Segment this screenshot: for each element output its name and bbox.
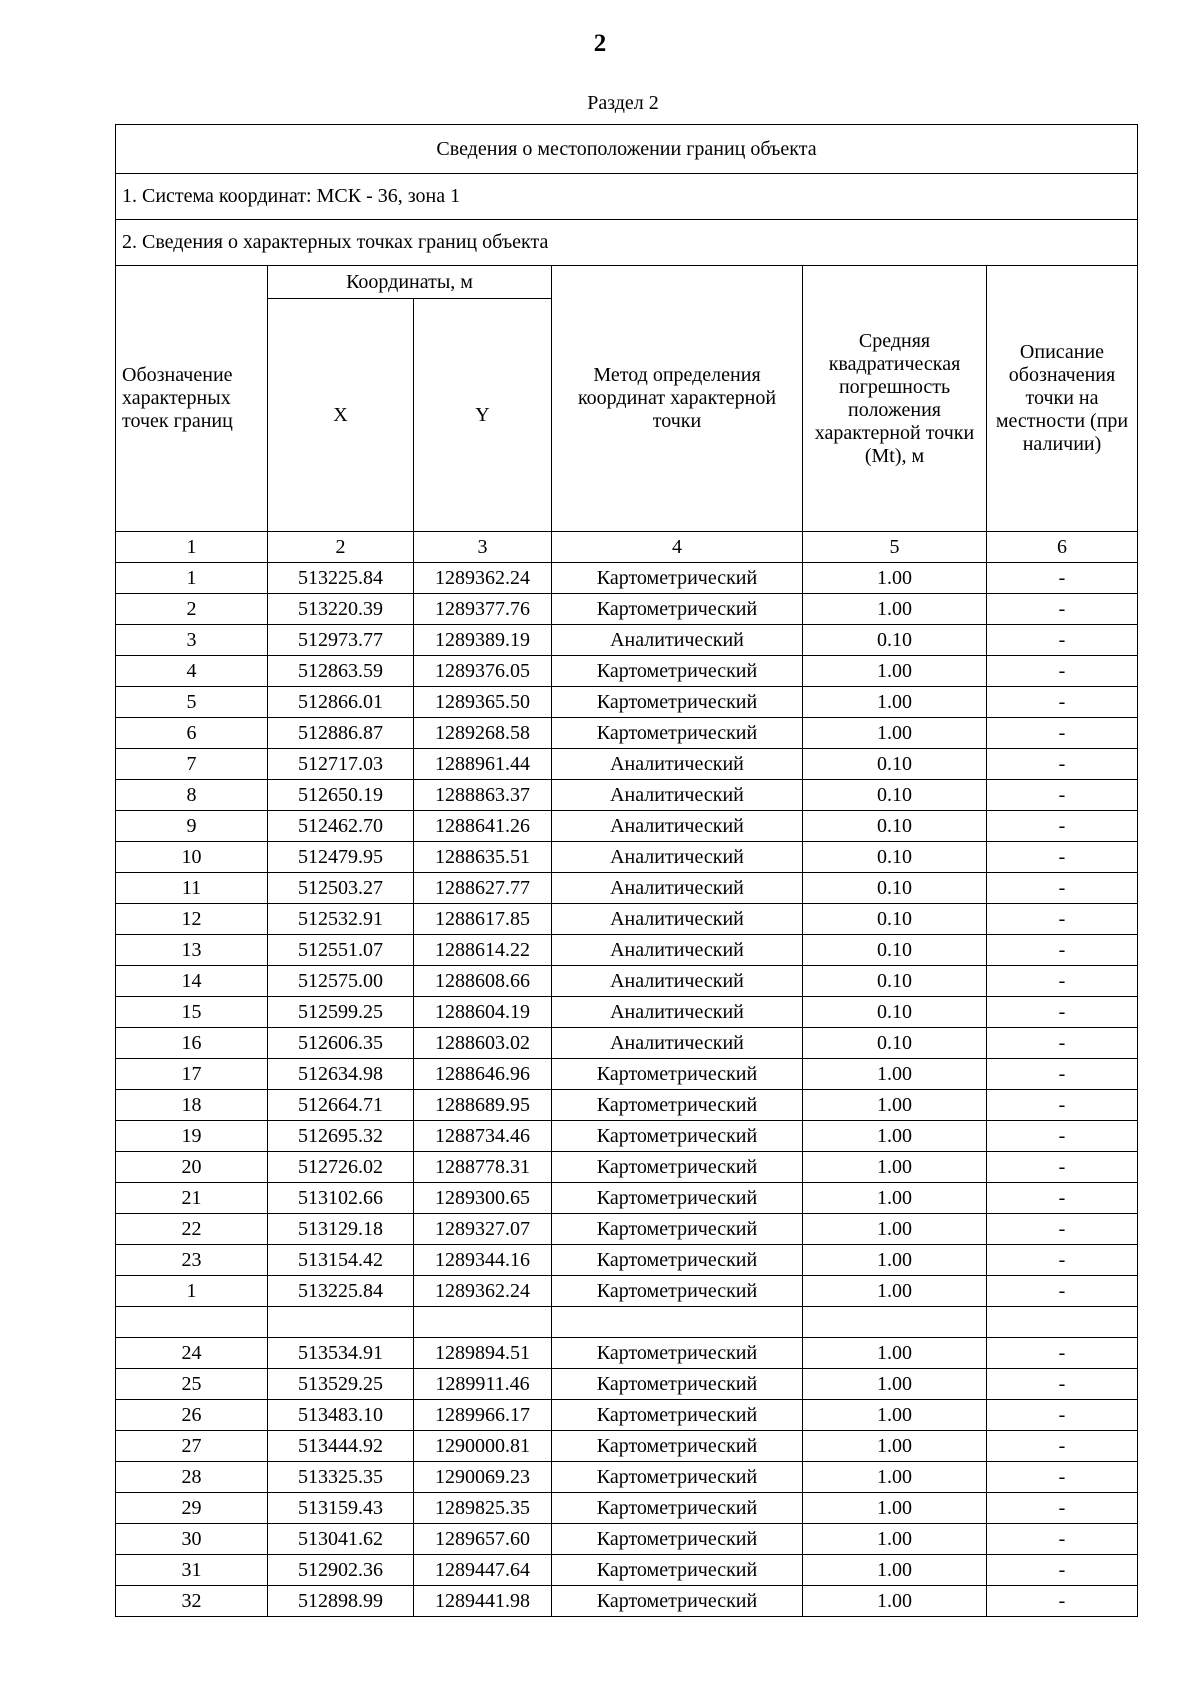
point-id-cell: 6 <box>116 718 268 749</box>
empty-cell <box>987 1307 1138 1338</box>
table-row <box>116 1400 1138 1431</box>
mean-error-cell: 1.00 <box>803 1493 987 1524</box>
header-point-designation: Обозначение характерных точек границ <box>116 266 268 532</box>
table-row <box>116 1028 1138 1059</box>
empty-cell <box>803 1307 987 1338</box>
table-row <box>116 1152 1138 1183</box>
x-coordinate-cell: 512634.98 <box>268 1059 414 1090</box>
mean-error-cell: 1.00 <box>803 656 987 687</box>
mean-error-cell: 1.00 <box>803 1059 987 1090</box>
table-row <box>116 1183 1138 1214</box>
y-coordinate-cell: 1289389.19 <box>414 625 552 656</box>
x-coordinate-cell: 512863.59 <box>268 656 414 687</box>
x-coordinate-cell: 513225.84 <box>268 563 414 594</box>
method-cell: Картометрический <box>552 1586 803 1617</box>
table-row <box>116 1524 1138 1555</box>
mean-error-cell: 1.00 <box>803 1586 987 1617</box>
point-id-cell: 16 <box>116 1028 268 1059</box>
contour-separator-row <box>116 1307 1138 1338</box>
table-row <box>116 1493 1138 1524</box>
method-cell: Аналитический <box>552 749 803 780</box>
mean-error-cell: 0.10 <box>803 749 987 780</box>
description-cell: - <box>987 1524 1138 1555</box>
table-row <box>116 687 1138 718</box>
method-cell: Картометрический <box>552 563 803 594</box>
point-id-cell: 25 <box>116 1369 268 1400</box>
method-cell: Картометрический <box>552 1400 803 1431</box>
table-row <box>116 1555 1138 1586</box>
mean-error-cell: 1.00 <box>803 1369 987 1400</box>
method-cell: Аналитический <box>552 966 803 997</box>
point-id-cell: 22 <box>116 1214 268 1245</box>
y-coordinate-cell: 1289327.07 <box>414 1214 552 1245</box>
x-coordinate-cell: 513129.18 <box>268 1214 414 1245</box>
description-cell: - <box>987 1152 1138 1183</box>
table-row <box>116 625 1138 656</box>
x-coordinate-cell: 512902.36 <box>268 1555 414 1586</box>
y-coordinate-cell: 1289966.17 <box>414 1400 552 1431</box>
header-coordinates: Координаты, м <box>268 266 552 299</box>
mean-error-cell: 1.00 <box>803 563 987 594</box>
mean-error-cell: 1.00 <box>803 687 987 718</box>
y-coordinate-cell: 1289362.24 <box>414 563 552 594</box>
y-coordinate-cell: 1289825.35 <box>414 1493 552 1524</box>
y-coordinate-cell: 1289911.46 <box>414 1369 552 1400</box>
point-id-cell: 1 <box>116 563 268 594</box>
x-coordinate-cell: 512551.07 <box>268 935 414 966</box>
mean-error-cell: 1.00 <box>803 1431 987 1462</box>
description-cell: - <box>987 1214 1138 1245</box>
x-coordinate-cell: 513325.35 <box>268 1462 414 1493</box>
table-row <box>116 1214 1138 1245</box>
method-cell: Картометрический <box>552 1431 803 1462</box>
point-id-cell: 28 <box>116 1462 268 1493</box>
description-cell: - <box>987 1028 1138 1059</box>
y-coordinate-cell: 1288603.02 <box>414 1028 552 1059</box>
y-coordinate-cell: 1288961.44 <box>414 749 552 780</box>
x-coordinate-cell: 513154.42 <box>268 1245 414 1276</box>
table-row <box>116 594 1138 625</box>
y-coordinate-cell: 1288608.66 <box>414 966 552 997</box>
table-row <box>116 718 1138 749</box>
method-cell: Аналитический <box>552 780 803 811</box>
y-coordinate-cell: 1288734.46 <box>414 1121 552 1152</box>
method-cell: Картометрический <box>552 1245 803 1276</box>
x-coordinate-cell: 513225.84 <box>268 1276 414 1307</box>
method-cell: Картометрический <box>552 687 803 718</box>
x-coordinate-cell: 513159.43 <box>268 1493 414 1524</box>
method-cell: Аналитический <box>552 935 803 966</box>
table-row <box>116 1586 1138 1617</box>
point-id-cell: 8 <box>116 780 268 811</box>
y-coordinate-cell: 1288617.85 <box>414 904 552 935</box>
table-row <box>116 904 1138 935</box>
empty-cell <box>414 1307 552 1338</box>
page-number: 2 <box>593 30 607 57</box>
description-cell: - <box>987 718 1138 749</box>
point-id-cell: 13 <box>116 935 268 966</box>
table-row <box>116 1245 1138 1276</box>
table-row <box>116 656 1138 687</box>
y-coordinate-cell: 1289365.50 <box>414 687 552 718</box>
point-id-cell: 7 <box>116 749 268 780</box>
description-cell: - <box>987 1338 1138 1369</box>
y-coordinate-cell: 1289441.98 <box>414 1586 552 1617</box>
y-coordinate-cell: 1288627.77 <box>414 873 552 904</box>
mean-error-cell: 1.00 <box>803 1276 987 1307</box>
description-cell: - <box>987 594 1138 625</box>
x-coordinate-cell: 512532.91 <box>268 904 414 935</box>
x-coordinate-cell: 513529.25 <box>268 1369 414 1400</box>
mean-error-cell: 1.00 <box>803 1090 987 1121</box>
points-caption: 2. Сведения о характерных точках границ объекта <box>116 220 1138 266</box>
table-row <box>116 842 1138 873</box>
description-cell: - <box>987 997 1138 1028</box>
column-number: 6 <box>987 532 1138 563</box>
point-id-cell: 18 <box>116 1090 268 1121</box>
table-row <box>116 563 1138 594</box>
point-id-cell: 3 <box>116 625 268 656</box>
table-row <box>116 1121 1138 1152</box>
mean-error-cell: 1.00 <box>803 1555 987 1586</box>
method-cell: Картометрический <box>552 1524 803 1555</box>
mean-error-cell: 1.00 <box>803 1462 987 1493</box>
mean-error-cell: 0.10 <box>803 780 987 811</box>
y-coordinate-cell: 1289344.16 <box>414 1245 552 1276</box>
point-id-cell: 10 <box>116 842 268 873</box>
mean-error-cell: 1.00 <box>803 1245 987 1276</box>
method-cell: Картометрический <box>552 1090 803 1121</box>
method-cell: Аналитический <box>552 811 803 842</box>
x-coordinate-cell: 513444.92 <box>268 1431 414 1462</box>
column-number: 1 <box>116 532 268 563</box>
description-cell: - <box>987 873 1138 904</box>
column-number: 5 <box>803 532 987 563</box>
description-cell: - <box>987 842 1138 873</box>
column-number: 2 <box>268 532 414 563</box>
header-description: Описание обозначения точки на местности (при наличии) <box>987 266 1138 532</box>
table-row <box>116 935 1138 966</box>
description-cell: - <box>987 1183 1138 1214</box>
description-cell: - <box>987 749 1138 780</box>
y-coordinate-cell: 1289300.65 <box>414 1183 552 1214</box>
empty-cell <box>268 1307 414 1338</box>
point-id-cell: 26 <box>116 1400 268 1431</box>
mean-error-cell: 1.00 <box>803 594 987 625</box>
point-id-cell: 23 <box>116 1245 268 1276</box>
method-cell: Аналитический <box>552 1028 803 1059</box>
mean-error-cell: 1.00 <box>803 1121 987 1152</box>
description-cell: - <box>987 1462 1138 1493</box>
x-coordinate-cell: 512575.00 <box>268 966 414 997</box>
x-coordinate-cell: 513483.10 <box>268 1400 414 1431</box>
x-coordinate-cell: 512898.99 <box>268 1586 414 1617</box>
point-id-cell: 1 <box>116 1276 268 1307</box>
mean-error-cell: 0.10 <box>803 811 987 842</box>
point-id-cell: 24 <box>116 1338 268 1369</box>
mean-error-cell: 1.00 <box>803 1338 987 1369</box>
description-cell: - <box>987 1276 1138 1307</box>
empty-cell <box>552 1307 803 1338</box>
x-coordinate-cell: 512886.87 <box>268 718 414 749</box>
table-row <box>116 1059 1138 1090</box>
table-row <box>116 1276 1138 1307</box>
x-coordinate-cell: 512503.27 <box>268 873 414 904</box>
method-cell: Картометрический <box>552 1183 803 1214</box>
mean-error-cell: 0.10 <box>803 873 987 904</box>
y-coordinate-cell: 1288641.26 <box>414 811 552 842</box>
table-row <box>116 1369 1138 1400</box>
point-id-cell: 12 <box>116 904 268 935</box>
method-cell: Аналитический <box>552 997 803 1028</box>
description-cell: - <box>987 1369 1138 1400</box>
x-coordinate-cell: 512606.35 <box>268 1028 414 1059</box>
header-method: Метод определения координат характерной точки <box>552 266 803 532</box>
table-row <box>116 873 1138 904</box>
method-cell: Картометрический <box>552 1493 803 1524</box>
point-id-cell: 4 <box>116 656 268 687</box>
mean-error-cell: 1.00 <box>803 1152 987 1183</box>
point-id-cell: 30 <box>116 1524 268 1555</box>
description-cell: - <box>987 656 1138 687</box>
description-cell: - <box>987 1400 1138 1431</box>
method-cell: Аналитический <box>552 873 803 904</box>
y-coordinate-cell: 1288778.31 <box>414 1152 552 1183</box>
point-id-cell: 32 <box>116 1586 268 1617</box>
y-coordinate-cell: 1288646.96 <box>414 1059 552 1090</box>
header-mean-error: Средняя квадратическая погрешность положения характерной точки (Mt), м <box>803 266 987 532</box>
point-id-cell: 17 <box>116 1059 268 1090</box>
table-row <box>116 1338 1138 1369</box>
description-cell: - <box>987 563 1138 594</box>
point-id-cell: 29 <box>116 1493 268 1524</box>
description-cell: - <box>987 625 1138 656</box>
point-id-cell: 19 <box>116 1121 268 1152</box>
column-number: 4 <box>552 532 803 563</box>
y-coordinate-cell: 1288604.19 <box>414 997 552 1028</box>
table-row <box>116 1431 1138 1462</box>
x-coordinate-cell: 512717.03 <box>268 749 414 780</box>
table-row <box>116 749 1138 780</box>
method-cell: Аналитический <box>552 904 803 935</box>
x-coordinate-cell: 512695.32 <box>268 1121 414 1152</box>
method-cell: Аналитический <box>552 625 803 656</box>
method-cell: Картометрический <box>552 1555 803 1586</box>
mean-error-cell: 0.10 <box>803 1028 987 1059</box>
y-coordinate-cell: 1290069.23 <box>414 1462 552 1493</box>
mean-error-cell: 0.10 <box>803 842 987 873</box>
description-cell: - <box>987 1090 1138 1121</box>
mean-error-cell: 0.10 <box>803 997 987 1028</box>
point-id-cell: 27 <box>116 1431 268 1462</box>
y-coordinate-cell: 1289362.24 <box>414 1276 552 1307</box>
y-coordinate-cell: 1288863.37 <box>414 780 552 811</box>
y-coordinate-cell: 1289894.51 <box>414 1338 552 1369</box>
point-id-cell: 14 <box>116 966 268 997</box>
point-id-cell: 20 <box>116 1152 268 1183</box>
table-row <box>116 811 1138 842</box>
section-label: Раздел 2 <box>587 92 659 114</box>
mean-error-cell: 0.10 <box>803 966 987 997</box>
mean-error-cell: 0.10 <box>803 625 987 656</box>
mean-error-cell: 1.00 <box>803 718 987 749</box>
x-coordinate-cell: 512462.70 <box>268 811 414 842</box>
x-coordinate-cell: 512726.02 <box>268 1152 414 1183</box>
description-cell: - <box>987 904 1138 935</box>
empty-cell <box>116 1307 268 1338</box>
method-cell: Картометрический <box>552 594 803 625</box>
x-coordinate-cell: 512650.19 <box>268 780 414 811</box>
description-cell: - <box>987 935 1138 966</box>
table-row <box>116 780 1138 811</box>
boundary-points-table <box>115 124 1138 1617</box>
x-coordinate-cell: 512479.95 <box>268 842 414 873</box>
method-cell: Картометрический <box>552 1059 803 1090</box>
method-cell: Картометрический <box>552 1121 803 1152</box>
table-row <box>116 1090 1138 1121</box>
description-cell: - <box>987 811 1138 842</box>
description-cell: - <box>987 966 1138 997</box>
method-cell: Картометрический <box>552 1152 803 1183</box>
table-row <box>116 966 1138 997</box>
mean-error-cell: 1.00 <box>803 1400 987 1431</box>
point-id-cell: 9 <box>116 811 268 842</box>
point-id-cell: 5 <box>116 687 268 718</box>
description-cell: - <box>987 1121 1138 1152</box>
y-coordinate-cell: 1288689.95 <box>414 1090 552 1121</box>
description-cell: - <box>987 1059 1138 1090</box>
mean-error-cell: 0.10 <box>803 935 987 966</box>
method-cell: Аналитический <box>552 842 803 873</box>
method-cell: Картометрический <box>552 1214 803 1245</box>
method-cell: Картометрический <box>552 1276 803 1307</box>
y-coordinate-cell: 1288635.51 <box>414 842 552 873</box>
x-coordinate-cell: 512866.01 <box>268 687 414 718</box>
point-id-cell: 21 <box>116 1183 268 1214</box>
point-id-cell: 15 <box>116 997 268 1028</box>
x-coordinate-cell: 512973.77 <box>268 625 414 656</box>
x-coordinate-cell: 513220.39 <box>268 594 414 625</box>
mean-error-cell: 1.00 <box>803 1183 987 1214</box>
y-coordinate-cell: 1289376.05 <box>414 656 552 687</box>
y-coordinate-cell: 1290000.81 <box>414 1431 552 1462</box>
x-coordinate-cell: 513534.91 <box>268 1338 414 1369</box>
table-row <box>116 1462 1138 1493</box>
method-cell: Картометрический <box>552 1338 803 1369</box>
x-coordinate-cell: 513041.62 <box>268 1524 414 1555</box>
point-id-cell: 11 <box>116 873 268 904</box>
point-id-cell: 31 <box>116 1555 268 1586</box>
y-coordinate-cell: 1289447.64 <box>414 1555 552 1586</box>
header-x: X <box>268 299 414 532</box>
y-coordinate-cell: 1288614.22 <box>414 935 552 966</box>
point-id-cell: 2 <box>116 594 268 625</box>
description-cell: - <box>987 1431 1138 1462</box>
description-cell: - <box>987 780 1138 811</box>
description-cell: - <box>987 1586 1138 1617</box>
y-coordinate-cell: 1289268.58 <box>414 718 552 749</box>
x-coordinate-cell: 512664.71 <box>268 1090 414 1121</box>
description-cell: - <box>987 687 1138 718</box>
description-cell: - <box>987 1493 1138 1524</box>
x-coordinate-cell: 513102.66 <box>268 1183 414 1214</box>
column-number: 3 <box>414 532 552 563</box>
coordinate-system: 1. Система координат: МСК - 36, зона 1 <box>116 174 1138 220</box>
method-cell: Картометрический <box>552 1462 803 1493</box>
header-y: Y <box>414 299 552 532</box>
mean-error-cell: 1.00 <box>803 1214 987 1245</box>
y-coordinate-cell: 1289657.60 <box>414 1524 552 1555</box>
method-cell: Картометрический <box>552 656 803 687</box>
x-coordinate-cell: 512599.25 <box>268 997 414 1028</box>
mean-error-cell: 0.10 <box>803 904 987 935</box>
table-row <box>116 997 1138 1028</box>
method-cell: Картометрический <box>552 1369 803 1400</box>
description-cell: - <box>987 1245 1138 1276</box>
mean-error-cell: 1.00 <box>803 1524 987 1555</box>
description-cell: - <box>987 1555 1138 1586</box>
y-coordinate-cell: 1289377.76 <box>414 594 552 625</box>
table-title: Сведения о местоположении границ объекта <box>116 125 1138 174</box>
method-cell: Картометрический <box>552 718 803 749</box>
